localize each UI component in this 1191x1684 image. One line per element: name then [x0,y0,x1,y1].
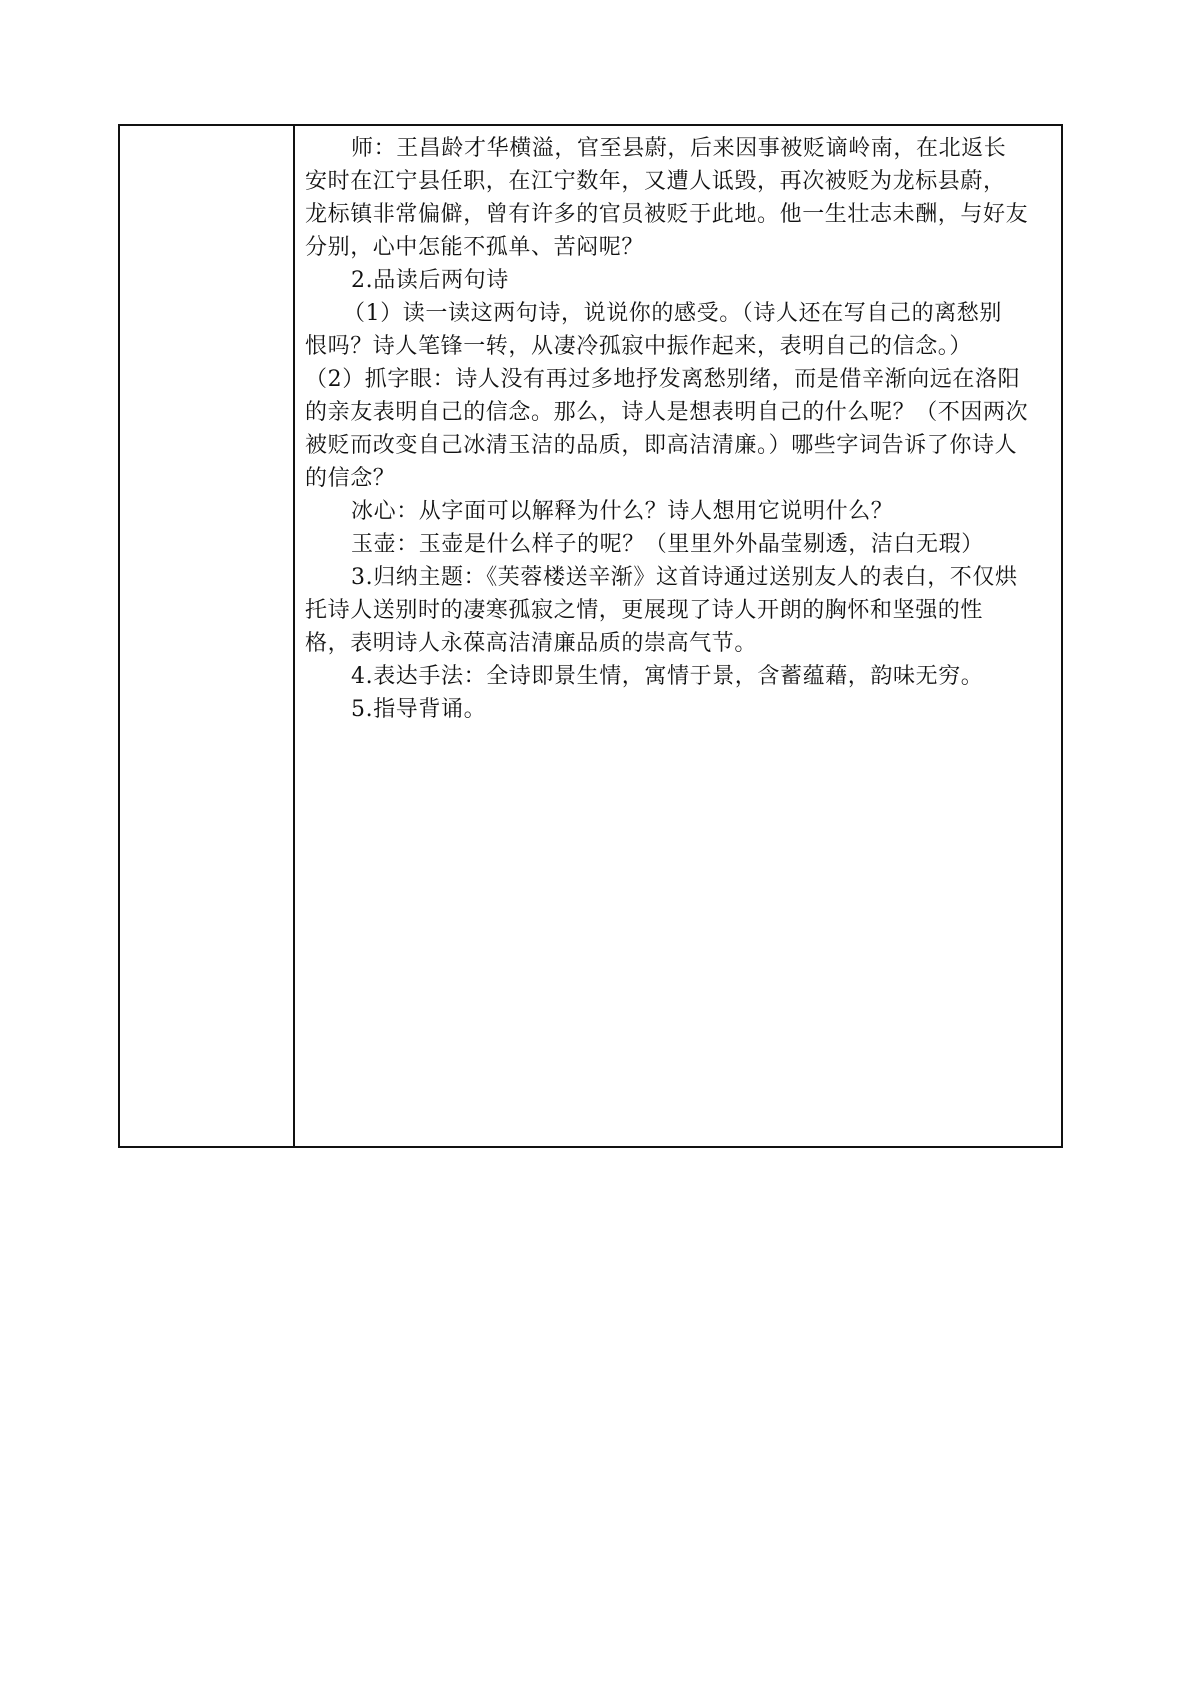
lesson-table [118,124,1063,1148]
text-line: 的信念？ [305,466,396,491]
text-line: 玉壶：玉壶是什么样子的呢？（里里外外晶莹剔透，洁白无瑕） [351,532,984,557]
text-line: 师：王昌龄才华横溢，官至县蔚，后来因事被贬谪岭南，在北返长 [351,136,1007,161]
section-heading: 3.归纳主题：《芙蓉楼送辛渐》这首诗通过送别友人的表白，不仅烘 [351,565,1018,590]
section-heading: 5.指导背诵。 [351,697,487,722]
text-line: 龙标镇非常偏僻，曾有许多的官员被贬于此地。他一生壮志未酬，与好友 [305,202,1029,227]
text-line: 分别，心中怎能不孤单、苦闷呢？ [305,235,645,260]
text-line: 安时在江宁县任职，在江宁数年，又遭人诋毁，再次被贬为龙标县蔚， [305,169,1006,194]
text-line: 托诗人送别时的凄寒孤寂之情，更展现了诗人开朗的胸怀和坚强的性 [305,598,984,623]
text-line: 的亲友表明自己的信念。那么，诗人是想表明自己的什么呢？（不因两次 [305,400,1029,425]
section-heading: 4.表达手法：全诗即景生情，寓情于景，含蓄蕴藉，韵味无穷。 [351,664,984,689]
text-line: 格，表明诗人永葆高洁清廉品质的崇高气节。 [305,631,758,656]
text-line: （2）抓字眼：诗人没有再过多地抒发离愁别绪，而是借辛渐向远在洛阳 [305,367,1021,392]
text-line: 被贬而改变自己冰清玉洁的品质，即高洁清廉。）哪些字词告诉了你诗人 [305,433,1018,458]
text-line: 恨吗？诗人笔锋一转，从凄冷孤寂中振作起来，表明自己的信念。） [305,334,973,359]
table-content-cell [295,126,1061,1146]
table-left-cell [120,126,295,1146]
text-line: （1）读一读这两句诗，说说你的感受。（诗人还在写自己的离愁别 [343,301,1002,326]
section-heading: 2.品读后两句诗 [351,268,509,293]
text-line: 冰心：从字面可以解释为什么？诗人想用它说明什么？ [351,499,894,524]
